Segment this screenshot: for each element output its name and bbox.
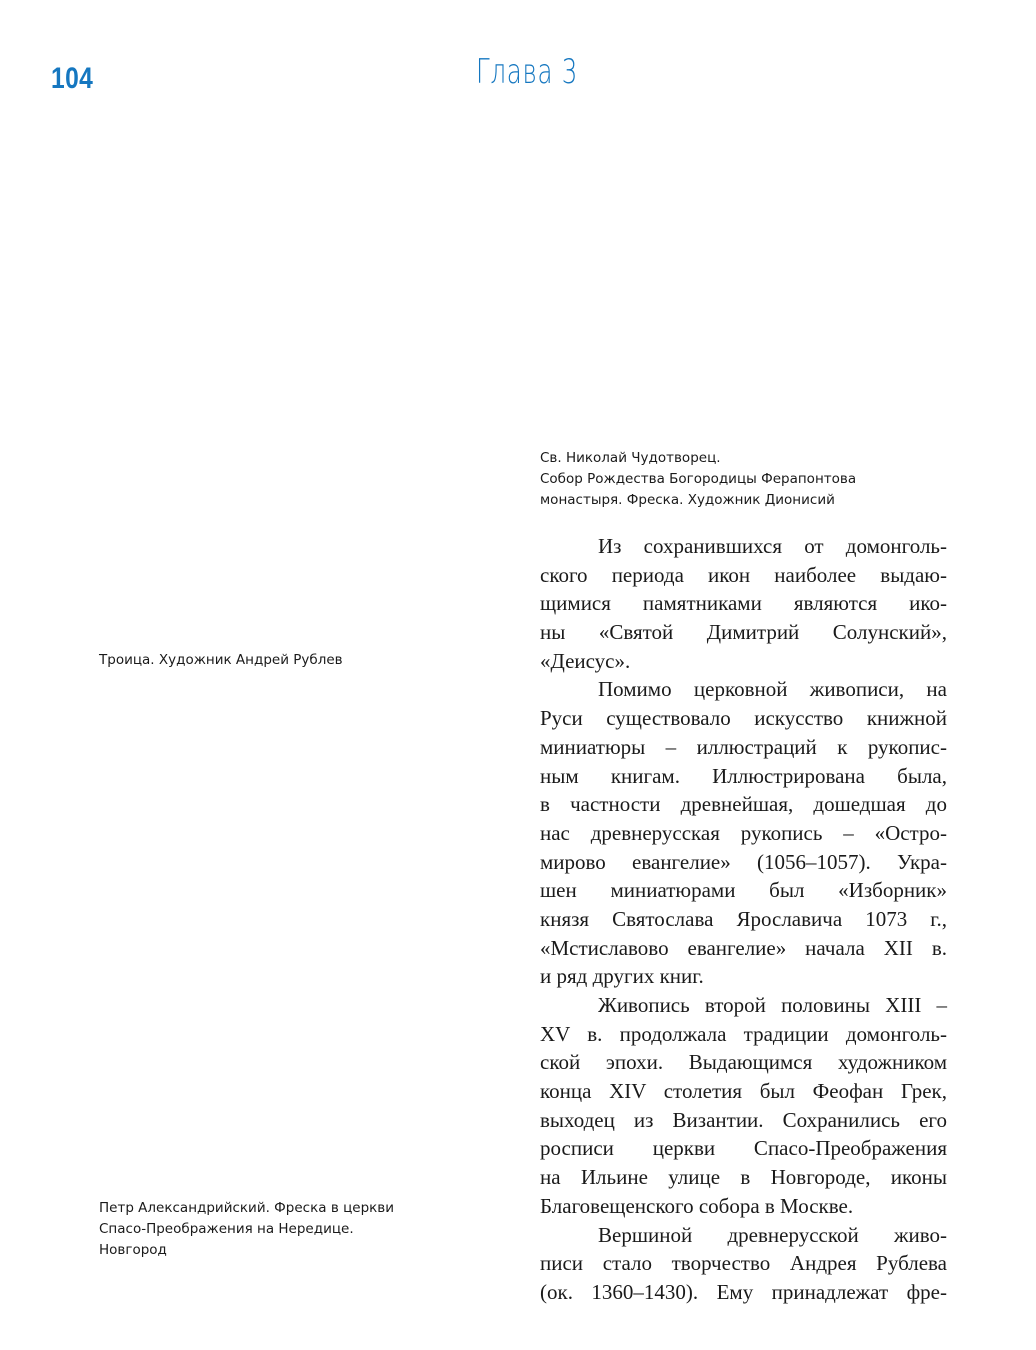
- paragraph-3: [540, 991, 947, 1221]
- text-line: Живопись второй половины XIII –: [598, 993, 947, 1017]
- text-line: конца XIV столетия был Феофан Грек,: [540, 1079, 947, 1104]
- body-text: [540, 532, 947, 1307]
- text-line: выходец из Византии. Сохранились его: [540, 1107, 947, 1132]
- caption-line: монастыря. Фреска. Художник Дионисий: [540, 492, 835, 508]
- text-line: росписи церкви Спасо-Преображения: [540, 1136, 947, 1161]
- text-line: шен миниатюрами был «Изборник»: [540, 878, 947, 903]
- text-line: мирово евангелие» (1056–1057). Укра-: [540, 849, 947, 874]
- paragraph-2: [540, 675, 947, 991]
- text-line: и ряд других книг.: [540, 964, 704, 989]
- text-line: Благовещенского собора в Москве.: [540, 1193, 854, 1218]
- text-line: Из сохранившихся от домонголь-: [598, 534, 947, 558]
- text-line: «Мстиславово евангелие» начала XII в.: [540, 935, 947, 960]
- text-line: (ок. 1360–1430). Ему принадлежат фре-: [540, 1279, 947, 1304]
- text-line: Вершиной древнерусской живо-: [598, 1222, 947, 1247]
- chapter-title: Глава 3: [476, 52, 579, 92]
- text-line: нас древнерусская рукопись – «Остро-: [540, 820, 947, 845]
- text-line: щимися памятниками являются ико-: [540, 591, 947, 616]
- text-line: ным книгам. Иллюстрирована была,: [540, 763, 947, 788]
- paragraph-1: [540, 532, 947, 675]
- paragraph-4: [540, 1221, 947, 1307]
- caption-line: Новгород: [99, 1242, 167, 1258]
- caption-troitsa: [99, 650, 343, 671]
- caption-line: Св. Николай Чудотворец.: [540, 450, 721, 466]
- text-line: в частности древнейшая, дошедшая до: [540, 792, 947, 817]
- caption-line: Троица. Художник Андрей Рублев: [99, 652, 343, 668]
- text-line: Помимо церковной живописи, на: [598, 677, 947, 702]
- text-line: миниатюры – иллюстраций к рукопис-: [540, 734, 947, 759]
- caption-line: Собор Рождества Богородицы Ферапонтова: [540, 471, 857, 487]
- caption-nikolai: [540, 448, 856, 511]
- text-line: Руси существовало искусство книжной: [540, 706, 947, 731]
- text-line: ны «Святой Димитрий Солунский»,: [540, 620, 947, 645]
- text-line: писи стало творчество Андрея Рублева: [540, 1251, 947, 1276]
- caption-line: Спасо-Преображения на Нередице.: [99, 1221, 354, 1237]
- text-line: на Ильине улице в Новгороде, иконы: [540, 1165, 947, 1190]
- text-line: ской эпохи. Выдающимся художником: [540, 1050, 947, 1075]
- text-line: князя Святослава Ярославича 1073 г.,: [540, 906, 947, 931]
- text-line: «Деисус».: [540, 648, 631, 673]
- text-line: XV в. продолжала традиции домонголь-: [540, 1021, 947, 1046]
- caption-line: Петр Александрийский. Фреска в церкви: [99, 1200, 395, 1216]
- page-number: 104: [51, 62, 94, 95]
- caption-petr: [99, 1198, 394, 1261]
- text-line: ского периода икон наиболее выдаю-: [540, 562, 947, 587]
